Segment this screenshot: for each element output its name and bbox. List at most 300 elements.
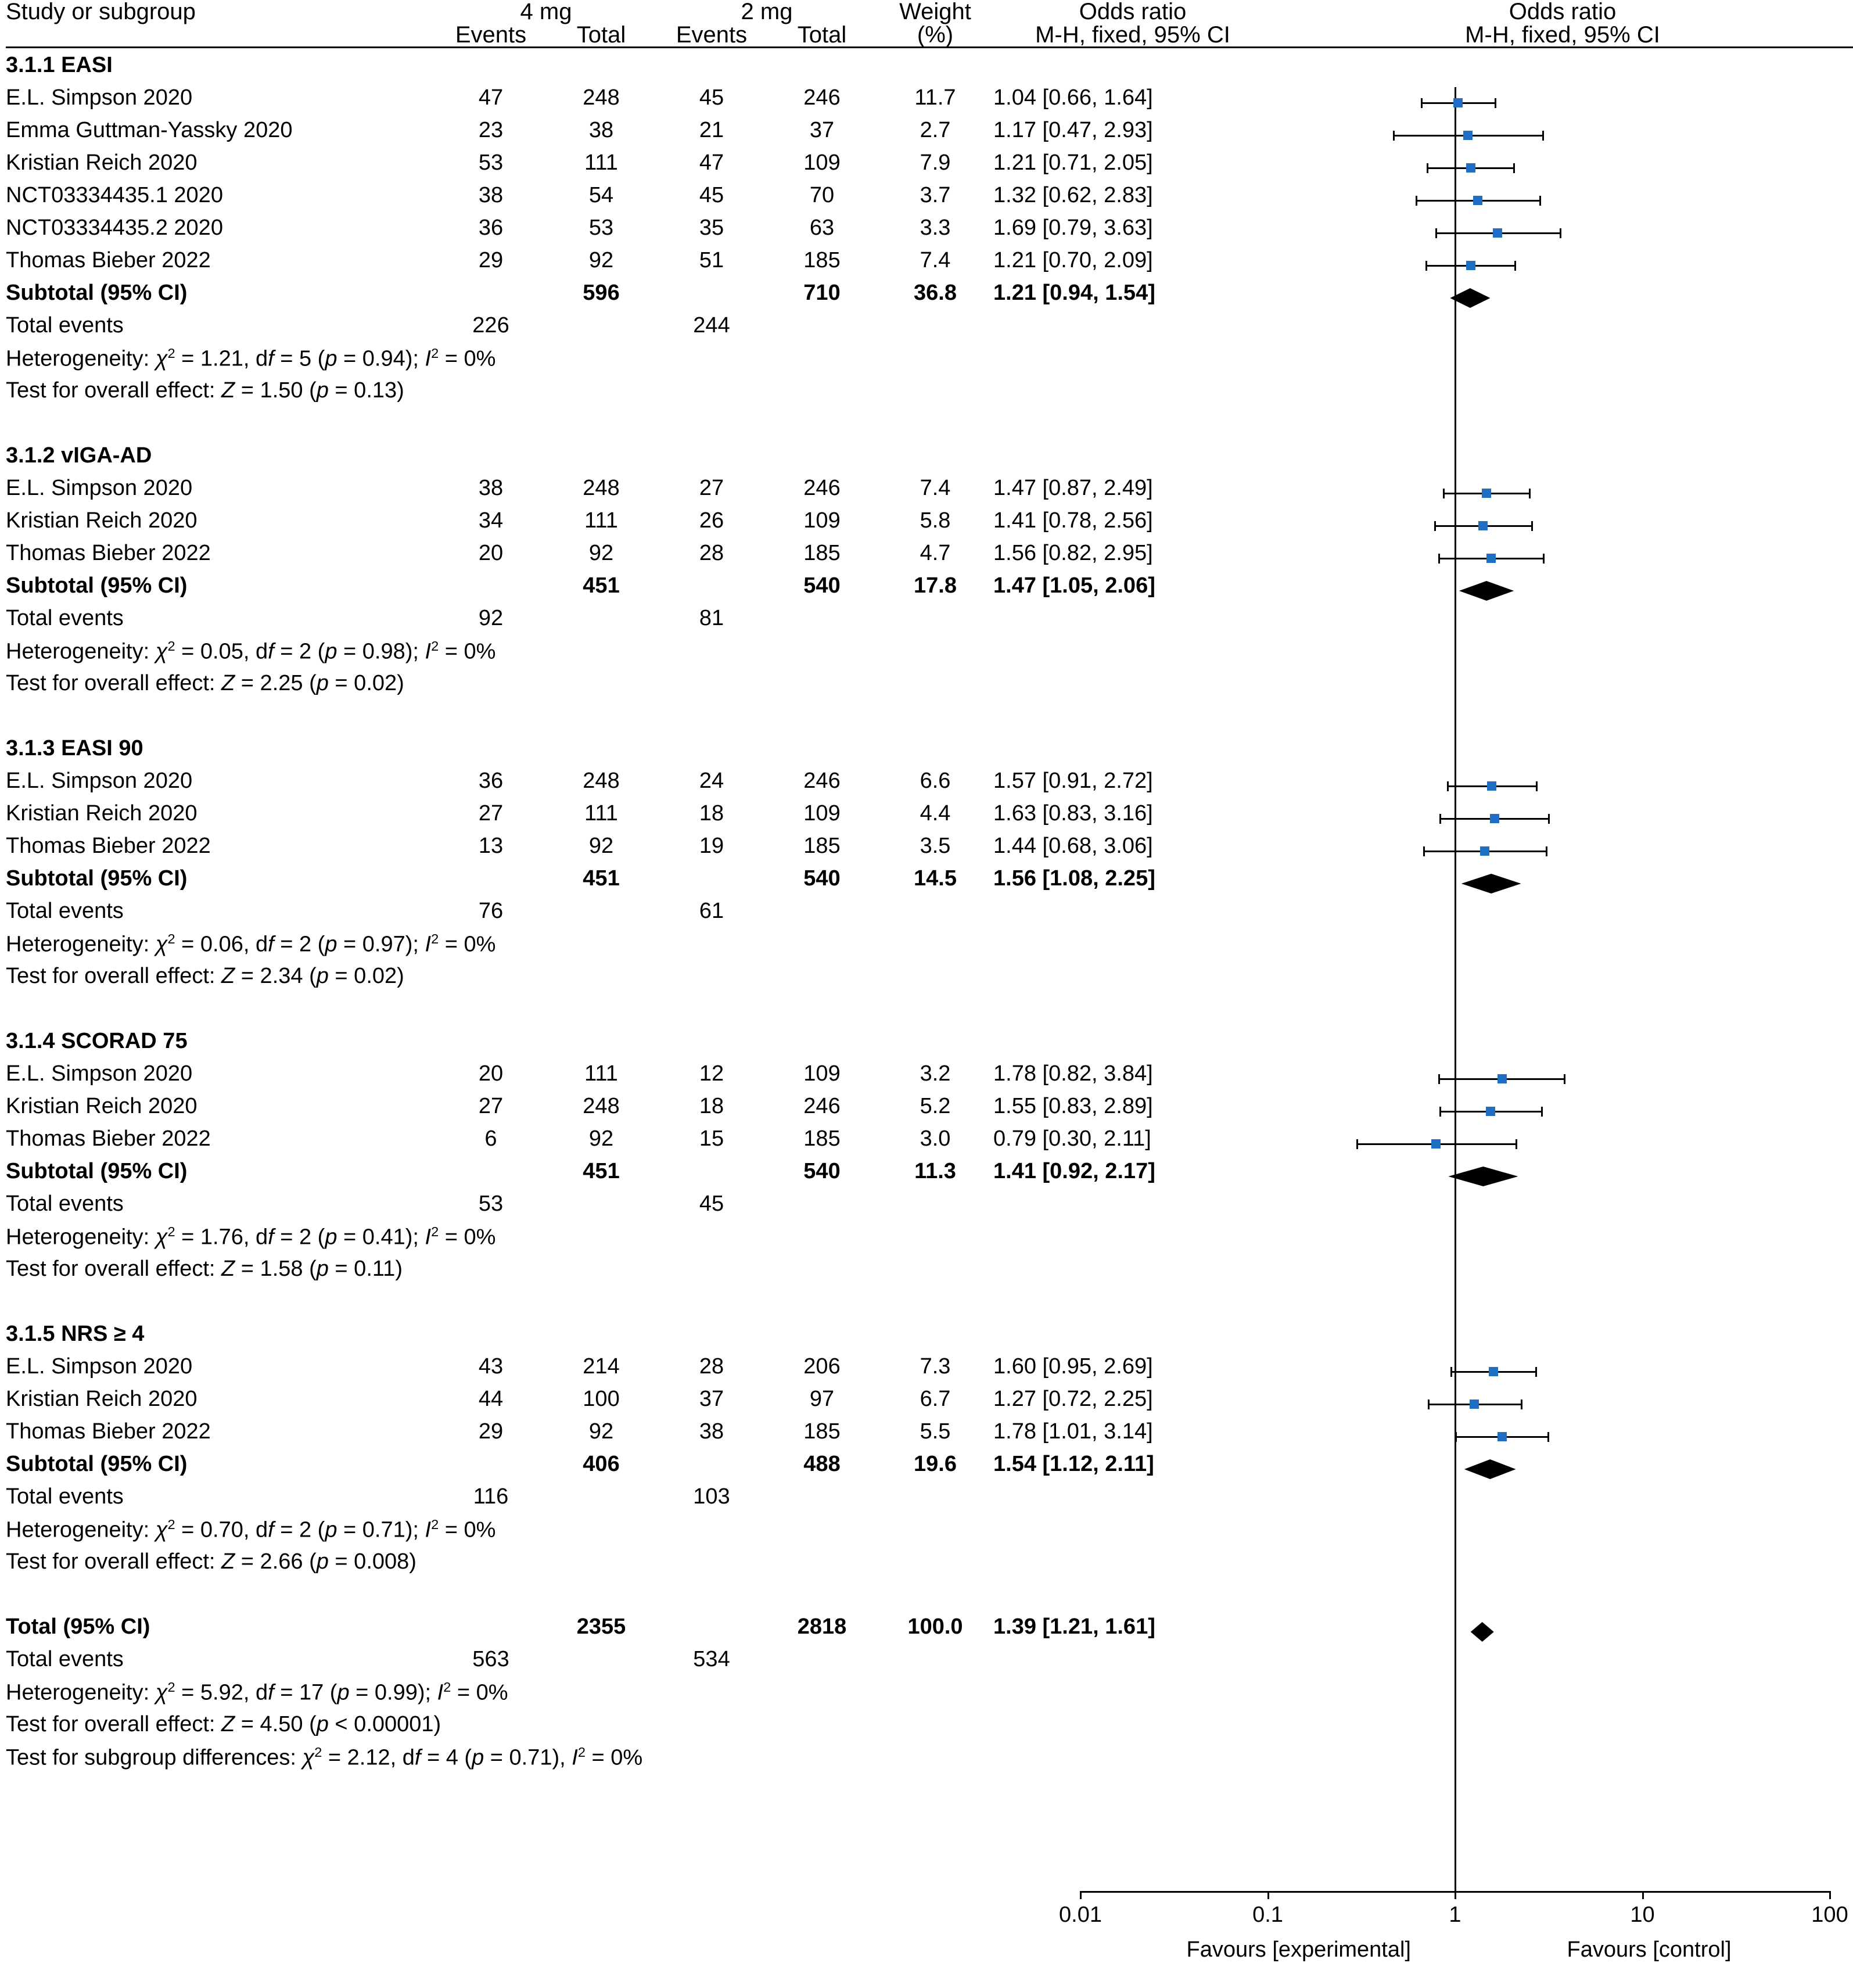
overall-effect-row <box>6 1258 1853 1290</box>
total-events-ctrl: 103 <box>693 1484 730 1509</box>
stat-text: Test for subgroup differences: $\chi^2 = 2.12$, df = 4 (p = 0.71), $I^2 = 0\%$ <box>6 1745 643 1770</box>
events-ctrl <box>656 1160 767 1193</box>
total-ctrl: 70 <box>809 183 835 207</box>
events-exp: 20 <box>478 1061 504 1086</box>
study-name: Thomas Bieber 2022 <box>6 1419 211 1444</box>
odds-ratio-value: 1.32 [0.62, 2.83] <box>993 183 1153 207</box>
events-exp: 44 <box>478 1387 504 1411</box>
events-exp <box>436 1616 546 1648</box>
odds-ratio-value: 1.21 [0.94, 1.54] <box>993 281 1155 305</box>
odds-ratio-value: 1.04 [0.66, 1.64] <box>993 85 1153 110</box>
weight-value: 19.6 <box>914 1452 957 1476</box>
events-ctrl <box>656 1453 767 1485</box>
total-events-exp: 226 <box>472 313 509 338</box>
spacer <box>767 1193 1853 1225</box>
plot-cell <box>1272 1388 1853 1420</box>
total-ctrl: 63 <box>809 216 835 240</box>
events-ctrl <box>656 1616 767 1648</box>
odds-ratio-value: 1.47 [1.05, 2.06] <box>993 573 1155 598</box>
events-ctrl: 27 <box>699 476 724 500</box>
favours-experimental-label: Favours [experimental] <box>1186 1937 1411 1962</box>
events-exp: 27 <box>478 801 504 826</box>
weight-value: 100.0 <box>907 1614 963 1639</box>
study-name: E.L. Simpson 2020 <box>6 1354 193 1379</box>
weight-value: 11.3 <box>914 1159 956 1183</box>
odds-ratio-value: 1.69 [0.79, 3.63] <box>993 216 1153 240</box>
total-exp: 38 <box>588 118 614 142</box>
events-ctrl: 24 <box>699 769 724 793</box>
study-name: Thomas Bieber 2022 <box>6 541 211 565</box>
spacer <box>6 1583 1853 1616</box>
table-row <box>6 575 1853 607</box>
heterogeneity-text: Heterogeneity: $\chi^2 = 0.70$, df = 2 (p = 0.71); $I^2 = 0\%$ <box>6 1517 496 1542</box>
weight-value: 3.0 <box>920 1126 951 1151</box>
spacer <box>546 1193 656 1225</box>
total-ctrl: 246 <box>803 476 841 500</box>
table-row <box>6 184 1853 217</box>
total-events-label: Total events <box>6 899 124 923</box>
total-exp: 92 <box>588 541 614 565</box>
events-ctrl: 45 <box>699 183 724 207</box>
events-ctrl: 21 <box>699 118 724 142</box>
study-name: Subtotal (95% CI) <box>6 573 188 598</box>
overall-effect-row <box>6 672 1853 705</box>
study-name: Thomas Bieber 2022 <box>6 248 211 272</box>
odds-ratio-value: 1.78 [0.82, 3.84] <box>993 1061 1153 1086</box>
table-row <box>6 1420 1853 1453</box>
events-exp <box>436 1160 546 1193</box>
x-axis-tick-label: 1 <box>1449 1903 1461 1927</box>
table-row <box>6 1388 1853 1420</box>
weight-value: 3.2 <box>920 1061 951 1086</box>
total-events-row <box>6 900 1853 932</box>
total-ctrl: 246 <box>803 85 841 110</box>
events-ctrl: 51 <box>699 248 724 272</box>
x-axis-tick <box>1829 1891 1831 1899</box>
total-events-exp: 116 <box>473 1484 509 1509</box>
total-exp: 53 <box>588 216 614 240</box>
spacer <box>6 705 1853 737</box>
header-odds-ratio-plot-method: M-H, fixed, 95% CI <box>1465 22 1660 48</box>
total-exp: 92 <box>588 1419 614 1444</box>
study-name: Thomas Bieber 2022 <box>6 1126 211 1151</box>
events-ctrl: 28 <box>699 541 724 565</box>
subgroup-spacer <box>6 412 1853 444</box>
table-row <box>6 1128 1853 1160</box>
weight-value: 4.7 <box>920 541 951 565</box>
weight-value: 6.7 <box>920 1387 951 1411</box>
plot-cell <box>1272 87 1853 119</box>
study-name: Subtotal (95% CI) <box>6 281 188 305</box>
total-exp: 111 <box>584 150 618 175</box>
odds-ratio-value: 1.56 [1.08, 2.25] <box>993 866 1155 891</box>
subgroup-label: 3.1.3 EASI 90 <box>6 736 143 760</box>
total-ctrl: 185 <box>803 248 841 272</box>
events-exp: 38 <box>478 183 504 207</box>
header-weight-unit: (%) <box>917 22 954 48</box>
weight-value: 11.7 <box>914 85 956 110</box>
overall-effect-text: Test for overall effect: Z = 2.66 (p = 0.008) <box>6 1549 416 1574</box>
study-name: Kristian Reich 2020 <box>6 801 197 826</box>
total-ctrl: 97 <box>809 1387 835 1411</box>
subgroup-header-row <box>6 444 1853 477</box>
total-ctrl: 540 <box>803 573 841 598</box>
plot-cell <box>1272 867 1853 900</box>
total-exp: 214 <box>583 1354 620 1379</box>
total-events-label: Total events <box>6 1192 124 1216</box>
heterogeneity-row <box>6 1225 1853 1258</box>
events-exp: 6 <box>484 1126 497 1151</box>
odds-ratio-value: 1.17 [0.47, 2.93] <box>993 118 1153 142</box>
plot-cell <box>1272 835 1853 867</box>
total-events-label: Total events <box>6 606 124 630</box>
weight-value: 6.6 <box>920 769 951 793</box>
plot-cell <box>1272 217 1853 249</box>
heterogeneity-text: Heterogeneity: $\chi^2 = 1.21$, df = 5 (p = 0.94); $I^2 = 0\%$ <box>6 346 496 371</box>
events-exp: 36 <box>478 769 504 793</box>
total-ctrl: 246 <box>803 769 841 793</box>
weight-value: 3.5 <box>920 834 951 858</box>
weight-value: 2.7 <box>920 118 951 142</box>
header-total-ctrl: Total <box>797 22 847 48</box>
weight-value: 36.8 <box>914 281 957 305</box>
header-study: Study or subgroup <box>6 0 196 24</box>
events-ctrl: 15 <box>699 1126 724 1151</box>
odds-ratio-value: 1.63 [0.83, 3.16] <box>993 801 1153 826</box>
x-axis-tick-label: 10 <box>1630 1903 1655 1927</box>
plot-cell <box>1272 1063 1853 1095</box>
x-axis-tick <box>1642 1891 1644 1899</box>
weight-value: 7.4 <box>920 248 951 272</box>
total-events-exp: 76 <box>478 899 504 923</box>
stat-text: Test for overall effect: Z = 4.50 (p < 0.00001) <box>6 1712 441 1736</box>
x-axis-tick <box>1455 1891 1456 1899</box>
study-name: Kristian Reich 2020 <box>6 508 197 533</box>
plot-cell <box>1272 1453 1853 1485</box>
events-exp: 29 <box>478 1419 504 1444</box>
study-name: Kristian Reich 2020 <box>6 1094 197 1118</box>
overall-effect-text: Test for overall effect: Z = 1.58 (p = 0.11) <box>6 1257 403 1281</box>
forest-plot-table <box>6 0 1853 1778</box>
table-row <box>6 217 1853 249</box>
study-name: Subtotal (95% CI) <box>6 866 188 891</box>
subgroup-spacer <box>6 997 1853 1030</box>
total-events-ctrl: 61 <box>699 899 724 923</box>
weight-value: 5.5 <box>920 1419 951 1444</box>
total-events-ctrl: 81 <box>699 606 724 630</box>
spacer <box>546 1648 656 1681</box>
total-exp: 596 <box>583 281 620 305</box>
total-ctrl: 185 <box>803 541 841 565</box>
total-events-row <box>6 1193 1853 1225</box>
total-exp: 248 <box>583 476 620 500</box>
plot-cell <box>1272 509 1853 542</box>
subgroup-label: 3.1.1 EASI <box>6 53 113 77</box>
table-row <box>6 282 1853 314</box>
subgroup-label: 3.1.5 NRS ≥ 4 <box>6 1322 145 1346</box>
subgroup-header-row <box>6 54 1853 87</box>
header-weight: Weight <box>899 0 971 24</box>
total-ctrl: 206 <box>803 1354 841 1379</box>
heterogeneity-row <box>6 1518 1853 1551</box>
events-exp: 36 <box>478 216 504 240</box>
odds-ratio-value: 1.55 [0.83, 2.89] <box>993 1094 1153 1118</box>
study-name: E.L. Simpson 2020 <box>6 1061 193 1086</box>
events-exp: 34 <box>478 508 504 533</box>
weight-value: 5.2 <box>920 1094 951 1118</box>
header-experimental: 4 mg <box>520 0 572 24</box>
total-exp: 111 <box>584 1061 618 1086</box>
plot-cell <box>1272 282 1853 314</box>
grand-overall-effect-row <box>6 1713 1853 1746</box>
total-events-row <box>6 314 1853 347</box>
total-exp: 248 <box>583 85 620 110</box>
total-exp: 248 <box>583 769 620 793</box>
events-exp: 13 <box>478 834 504 858</box>
header-odds-ratio-plot: Odds ratio <box>1509 0 1617 24</box>
odds-ratio-value: 1.39 [1.21, 1.61] <box>993 1614 1155 1639</box>
spacer <box>6 412 1853 444</box>
subgroup-spacer <box>6 1583 1853 1616</box>
events-exp: 43 <box>478 1354 504 1379</box>
subgroup-header-row <box>6 1030 1853 1063</box>
plot-cell <box>1272 119 1853 152</box>
total-exp: 92 <box>588 248 614 272</box>
events-ctrl: 28 <box>699 1354 724 1379</box>
odds-ratio-value: 1.21 [0.70, 2.09] <box>993 248 1153 272</box>
odds-ratio-value: 1.54 [1.12, 2.11] <box>993 1452 1154 1476</box>
study-name: Thomas Bieber 2022 <box>6 834 211 858</box>
table-row <box>6 542 1853 575</box>
table-row <box>6 87 1853 119</box>
total-exp: 100 <box>583 1387 620 1411</box>
x-axis-line <box>1080 1891 1830 1893</box>
plot-cell <box>1272 184 1853 217</box>
plot-cell <box>1272 1160 1853 1193</box>
weight-value: 14.5 <box>914 866 957 891</box>
heterogeneity-row <box>6 932 1853 965</box>
spacer <box>767 900 1853 932</box>
total-exp: 451 <box>583 573 620 598</box>
table-row <box>6 1616 1853 1648</box>
events-exp: 27 <box>478 1094 504 1118</box>
events-exp <box>436 282 546 314</box>
events-ctrl: 12 <box>699 1061 724 1086</box>
table-row <box>6 835 1853 867</box>
events-exp: 47 <box>478 85 504 110</box>
total-ctrl: 185 <box>803 1126 841 1151</box>
subgroup-header-row <box>6 1323 1853 1355</box>
study-name: Total (95% CI) <box>6 1614 150 1639</box>
table-row <box>6 867 1853 900</box>
total-events-label: Total events <box>6 1647 124 1671</box>
overall-effect-text: Test for overall effect: Z = 1.50 (p = 0.13) <box>6 378 404 403</box>
spacer <box>767 607 1853 640</box>
spacer <box>546 607 656 640</box>
odds-ratio-value: 0.79 [0.30, 2.11] <box>993 1126 1151 1151</box>
events-ctrl: 37 <box>699 1387 724 1411</box>
study-name: Kristian Reich 2020 <box>6 1387 197 1411</box>
total-events-ctrl: 534 <box>693 1647 730 1671</box>
weight-value: 7.3 <box>920 1354 951 1379</box>
heterogeneity-row <box>6 640 1853 672</box>
total-events-label: Total events <box>6 313 124 338</box>
x-axis-tick-label: 0.1 <box>1252 1903 1283 1927</box>
spacer <box>767 1485 1853 1518</box>
plot-cell <box>1272 249 1853 282</box>
total-ctrl: 185 <box>803 1419 841 1444</box>
study-name: Subtotal (95% CI) <box>6 1159 188 1183</box>
heterogeneity-text: Heterogeneity: $\chi^2 = 1.76$, df = 2 (p = 0.41); $I^2 = 0\%$ <box>6 1224 496 1250</box>
table-header <box>6 0 1853 54</box>
events-ctrl: 26 <box>699 508 724 533</box>
total-ctrl: 540 <box>803 1159 841 1183</box>
spacer <box>546 900 656 932</box>
total-exp: 248 <box>583 1094 620 1118</box>
weight-value: 7.4 <box>920 476 951 500</box>
spacer <box>6 1290 1853 1323</box>
total-exp: 451 <box>583 866 620 891</box>
total-ctrl: 710 <box>803 281 841 305</box>
overall-effect-row <box>6 1551 1853 1583</box>
plot-cell <box>1272 802 1853 835</box>
x-axis-tick <box>1267 1891 1269 1899</box>
total-ctrl: 2818 <box>797 1614 847 1639</box>
subgroup-spacer <box>6 1290 1853 1323</box>
total-exp: 54 <box>588 183 614 207</box>
total-events-exp: 53 <box>478 1192 504 1216</box>
total-events-ctrl: 244 <box>693 313 730 338</box>
total-events-exp: 563 <box>472 1647 509 1671</box>
table-row <box>6 1063 1853 1095</box>
heterogeneity-row <box>6 347 1853 379</box>
events-ctrl: 45 <box>699 85 724 110</box>
plot-cell <box>1272 1420 1853 1453</box>
subgroup-spacer <box>6 705 1853 737</box>
header-control: 2 mg <box>741 0 793 24</box>
odds-ratio-value: 1.41 [0.78, 2.56] <box>993 508 1153 533</box>
events-exp <box>436 575 546 607</box>
spacer <box>6 997 1853 1030</box>
study-name: E.L. Simpson 2020 <box>6 769 193 793</box>
odds-ratio-value: 1.60 [0.95, 2.69] <box>993 1354 1153 1379</box>
grand-heterogeneity-row <box>6 1681 1853 1713</box>
heterogeneity-text: Heterogeneity: $\chi^2 = 0.05$, df = 2 (p = 0.98); $I^2 = 0\%$ <box>6 638 496 664</box>
total-events-row <box>6 607 1853 640</box>
events-ctrl: 18 <box>699 1094 724 1118</box>
total-exp: 406 <box>583 1452 620 1476</box>
odds-ratio-value: 1.47 [0.87, 2.49] <box>993 476 1153 500</box>
table-row <box>6 1095 1853 1128</box>
study-name: Subtotal (95% CI) <box>6 1452 188 1476</box>
subgroup-header-row <box>6 737 1853 770</box>
x-axis-tick <box>1080 1891 1082 1899</box>
grand-total-events-row <box>6 1648 1853 1681</box>
subgroup-label: 3.1.2 vIGA-AD <box>6 443 152 468</box>
plot-cell <box>1272 1616 1853 1648</box>
header-events-ctrl: Events <box>676 22 748 48</box>
total-ctrl: 488 <box>803 1452 841 1476</box>
subgroup-label: 3.1.4 SCORAD 75 <box>6 1029 188 1053</box>
table-row <box>6 119 1853 152</box>
plot-cell <box>1272 477 1853 509</box>
weight-value: 7.9 <box>920 150 951 175</box>
total-exp: 92 <box>588 1126 614 1151</box>
total-events-exp: 92 <box>478 606 504 630</box>
events-ctrl <box>656 575 767 607</box>
overall-effect-row <box>6 379 1853 412</box>
study-name: E.L. Simpson 2020 <box>6 85 193 110</box>
header-odds-ratio-method: M-H, fixed, 95% CI <box>1035 22 1230 48</box>
total-ctrl: 109 <box>803 508 841 533</box>
table-row <box>6 249 1853 282</box>
total-ctrl: 246 <box>803 1094 841 1118</box>
events-ctrl: 18 <box>699 801 724 826</box>
weight-value: 17.8 <box>914 573 957 598</box>
events-exp: 38 <box>478 476 504 500</box>
favours-control-label: Favours [control] <box>1567 1937 1732 1962</box>
total-events-row <box>6 1485 1853 1518</box>
study-name: Kristian Reich 2020 <box>6 150 197 175</box>
odds-ratio-value: 1.56 [0.82, 2.95] <box>993 541 1153 565</box>
total-ctrl: 109 <box>803 150 841 175</box>
events-ctrl <box>656 282 767 314</box>
events-ctrl: 38 <box>699 1419 724 1444</box>
x-axis-tick-label: 0.01 <box>1059 1903 1102 1927</box>
total-exp: 111 <box>584 801 618 826</box>
plot-cell <box>1272 1355 1853 1388</box>
study-name: NCT03334435.1 2020 <box>6 183 223 207</box>
spacer <box>767 1648 1853 1681</box>
events-ctrl: 19 <box>699 834 724 858</box>
events-exp: 29 <box>478 248 504 272</box>
plot-cell <box>1272 542 1853 575</box>
events-exp <box>436 1453 546 1485</box>
events-exp: 53 <box>478 150 504 175</box>
header-total-exp: Total <box>576 22 626 48</box>
odds-ratio-value: 1.41 [0.92, 2.17] <box>993 1159 1155 1183</box>
table-body <box>6 54 1853 1778</box>
events-exp: 20 <box>478 541 504 565</box>
header-events-exp: Events <box>455 22 527 48</box>
overall-effect-text: Test for overall effect: Z = 2.34 (p = 0.02) <box>6 964 404 988</box>
table-row <box>6 802 1853 835</box>
total-exp: 451 <box>583 1159 620 1183</box>
weight-value: 4.4 <box>920 801 951 826</box>
study-name: Emma Guttman-Yassky 2020 <box>6 118 293 142</box>
table-row <box>6 1355 1853 1388</box>
odds-ratio-value: 1.78 [1.01, 3.14] <box>993 1419 1153 1444</box>
total-ctrl: 109 <box>803 801 841 826</box>
study-name: E.L. Simpson 2020 <box>6 476 193 500</box>
odds-ratio-value: 1.27 [0.72, 2.25] <box>993 1387 1153 1411</box>
stat-text: Heterogeneity: $\chi^2 = 5.92$, df = 17 (p = 0.99); $I^2 = 0\%$ <box>6 1680 508 1705</box>
events-exp: 23 <box>478 118 504 142</box>
events-ctrl: 47 <box>699 150 724 175</box>
odds-ratio-value: 1.57 [0.91, 2.72] <box>993 769 1153 793</box>
table-row <box>6 152 1853 184</box>
plot-cell <box>1272 575 1853 607</box>
total-exp: 2355 <box>576 1614 626 1639</box>
spacer <box>767 314 1853 347</box>
table-row <box>6 509 1853 542</box>
plot-cell <box>1272 1128 1853 1160</box>
overall-effect-row <box>6 965 1853 997</box>
odds-ratio-value: 1.21 [0.71, 2.05] <box>993 150 1153 175</box>
total-exp: 92 <box>588 834 614 858</box>
overall-effect-text: Test for overall effect: Z = 2.25 (p = 0.02) <box>6 671 404 695</box>
spacer <box>546 314 656 347</box>
